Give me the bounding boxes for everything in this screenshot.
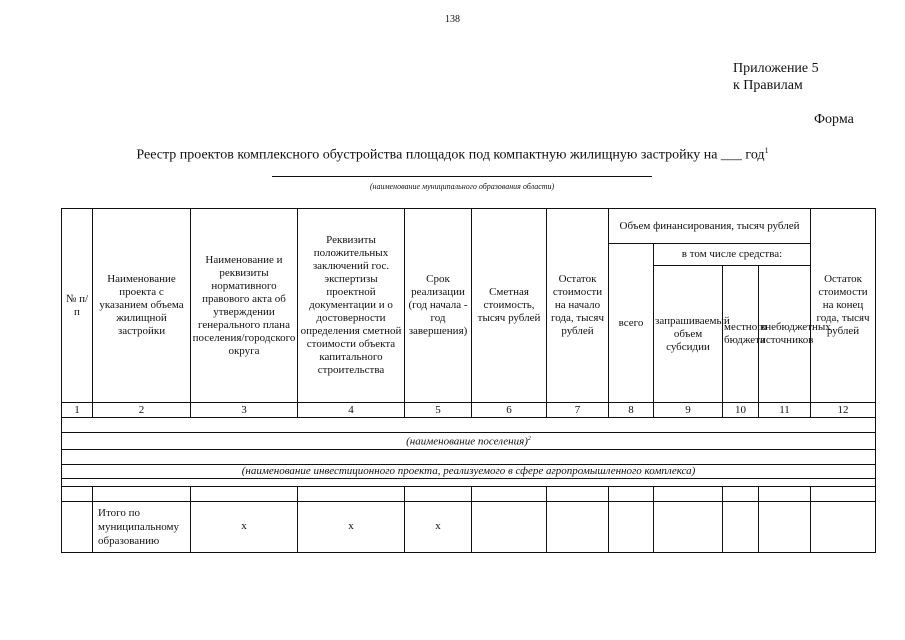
header-total: всего [609,244,654,403]
header-balance-start: Остаток стоимости на начало года, тысяч рублей [547,209,609,403]
header-expertise: Реквизиты положительных заключений гос. экспертизы проектной документации и о достоверности определения сметной стоимости объекта капитального строительства [298,209,405,403]
table-cell [405,486,472,501]
header-balance-end: Остаток стоимости на конец года, тысяч рублей [811,209,876,403]
settlement-caption-text: (наименование поселения) [406,435,528,448]
total-row [62,501,876,552]
table-cell [723,501,759,552]
form-label: Форма [814,112,854,127]
table-cell [547,486,609,501]
blank-row [62,478,876,486]
header-project: Наименование проекта с указанием объема жилищной застройки [93,209,191,403]
municipality-fill-line [272,176,652,177]
table-cell [62,501,93,552]
column-number: 10 [723,403,759,418]
table-cell [547,501,609,552]
header-period: Срок реализации (год начала - год завершения) [405,209,472,403]
column-number: 9 [654,403,723,418]
appendix-line-1: Приложение 5 [733,61,819,76]
table-cell [472,501,547,552]
column-number: 12 [811,403,876,418]
column-number: 6 [472,403,547,418]
blank-cell [62,478,876,486]
project-caption: (наименование инвестиционного проекта, реализуемого в сфере агропромышленного комплекса) [62,464,876,478]
column-number: 7 [547,403,609,418]
header-local-budget: местного бюджета [723,266,759,403]
settlement-caption [62,433,876,450]
table-cell [654,501,723,552]
column-number: 11 [759,403,811,418]
blank-row [62,449,876,464]
column-number: 5 [405,403,472,418]
table-cell [93,486,191,501]
settlement-row [62,433,876,450]
table-cell [811,501,876,552]
header-financing: Объем финансирования, тысяч рублей [609,209,811,244]
column-number-row [62,403,876,418]
table-cell [609,486,654,501]
table-cell [759,501,811,552]
data-row [62,486,876,501]
column-number: 3 [191,403,298,418]
appendix-reference [733,60,819,94]
total-col5: x [405,501,472,552]
project-row [62,464,876,478]
table-cell [298,486,405,501]
registry-table [61,208,876,553]
table-cell [723,486,759,501]
column-number: 1 [62,403,93,418]
header-subsidy: запрашиваемый объем субсидии [654,266,723,403]
blank-cell [62,449,876,464]
table-cell [609,501,654,552]
header-including: в том числе средства: [654,244,811,266]
total-label: Итого по муниципальному образованию [93,501,191,552]
total-col4: x [298,501,405,552]
blank-cell [62,418,876,433]
column-number: 2 [93,403,191,418]
header-num: № п/п [62,209,93,403]
table-cell [191,486,298,501]
title-footnote-mark: 1 [764,146,769,155]
table-cell [472,486,547,501]
page-number: 138 [445,14,460,25]
table-cell [62,486,93,501]
header-extrabudgetary: внебюджетных источников [759,266,811,403]
blank-row [62,418,876,433]
document-title-text: Реестр проектов комплексного обустройства площадок под компактную жилищную застройку на ___ год [136,147,765,163]
header-estimated-cost: Сметная стоимость, тысяч рублей [472,209,547,403]
column-number: 4 [298,403,405,418]
settlement-footnote-mark: 2 [527,436,531,442]
table-cell [759,486,811,501]
table-cell [811,486,876,501]
table-cell [654,486,723,501]
municipality-caption: (наименование муниципального образования области) [369,182,555,191]
document-title [0,146,905,164]
header-normative-act: Наименование и реквизиты нормативного правового акта об утверждении генерального плана поселения/городского округа [191,209,298,403]
total-col3: x [191,501,298,552]
column-number: 8 [609,403,654,418]
appendix-line-2: к Правилам [733,78,803,93]
